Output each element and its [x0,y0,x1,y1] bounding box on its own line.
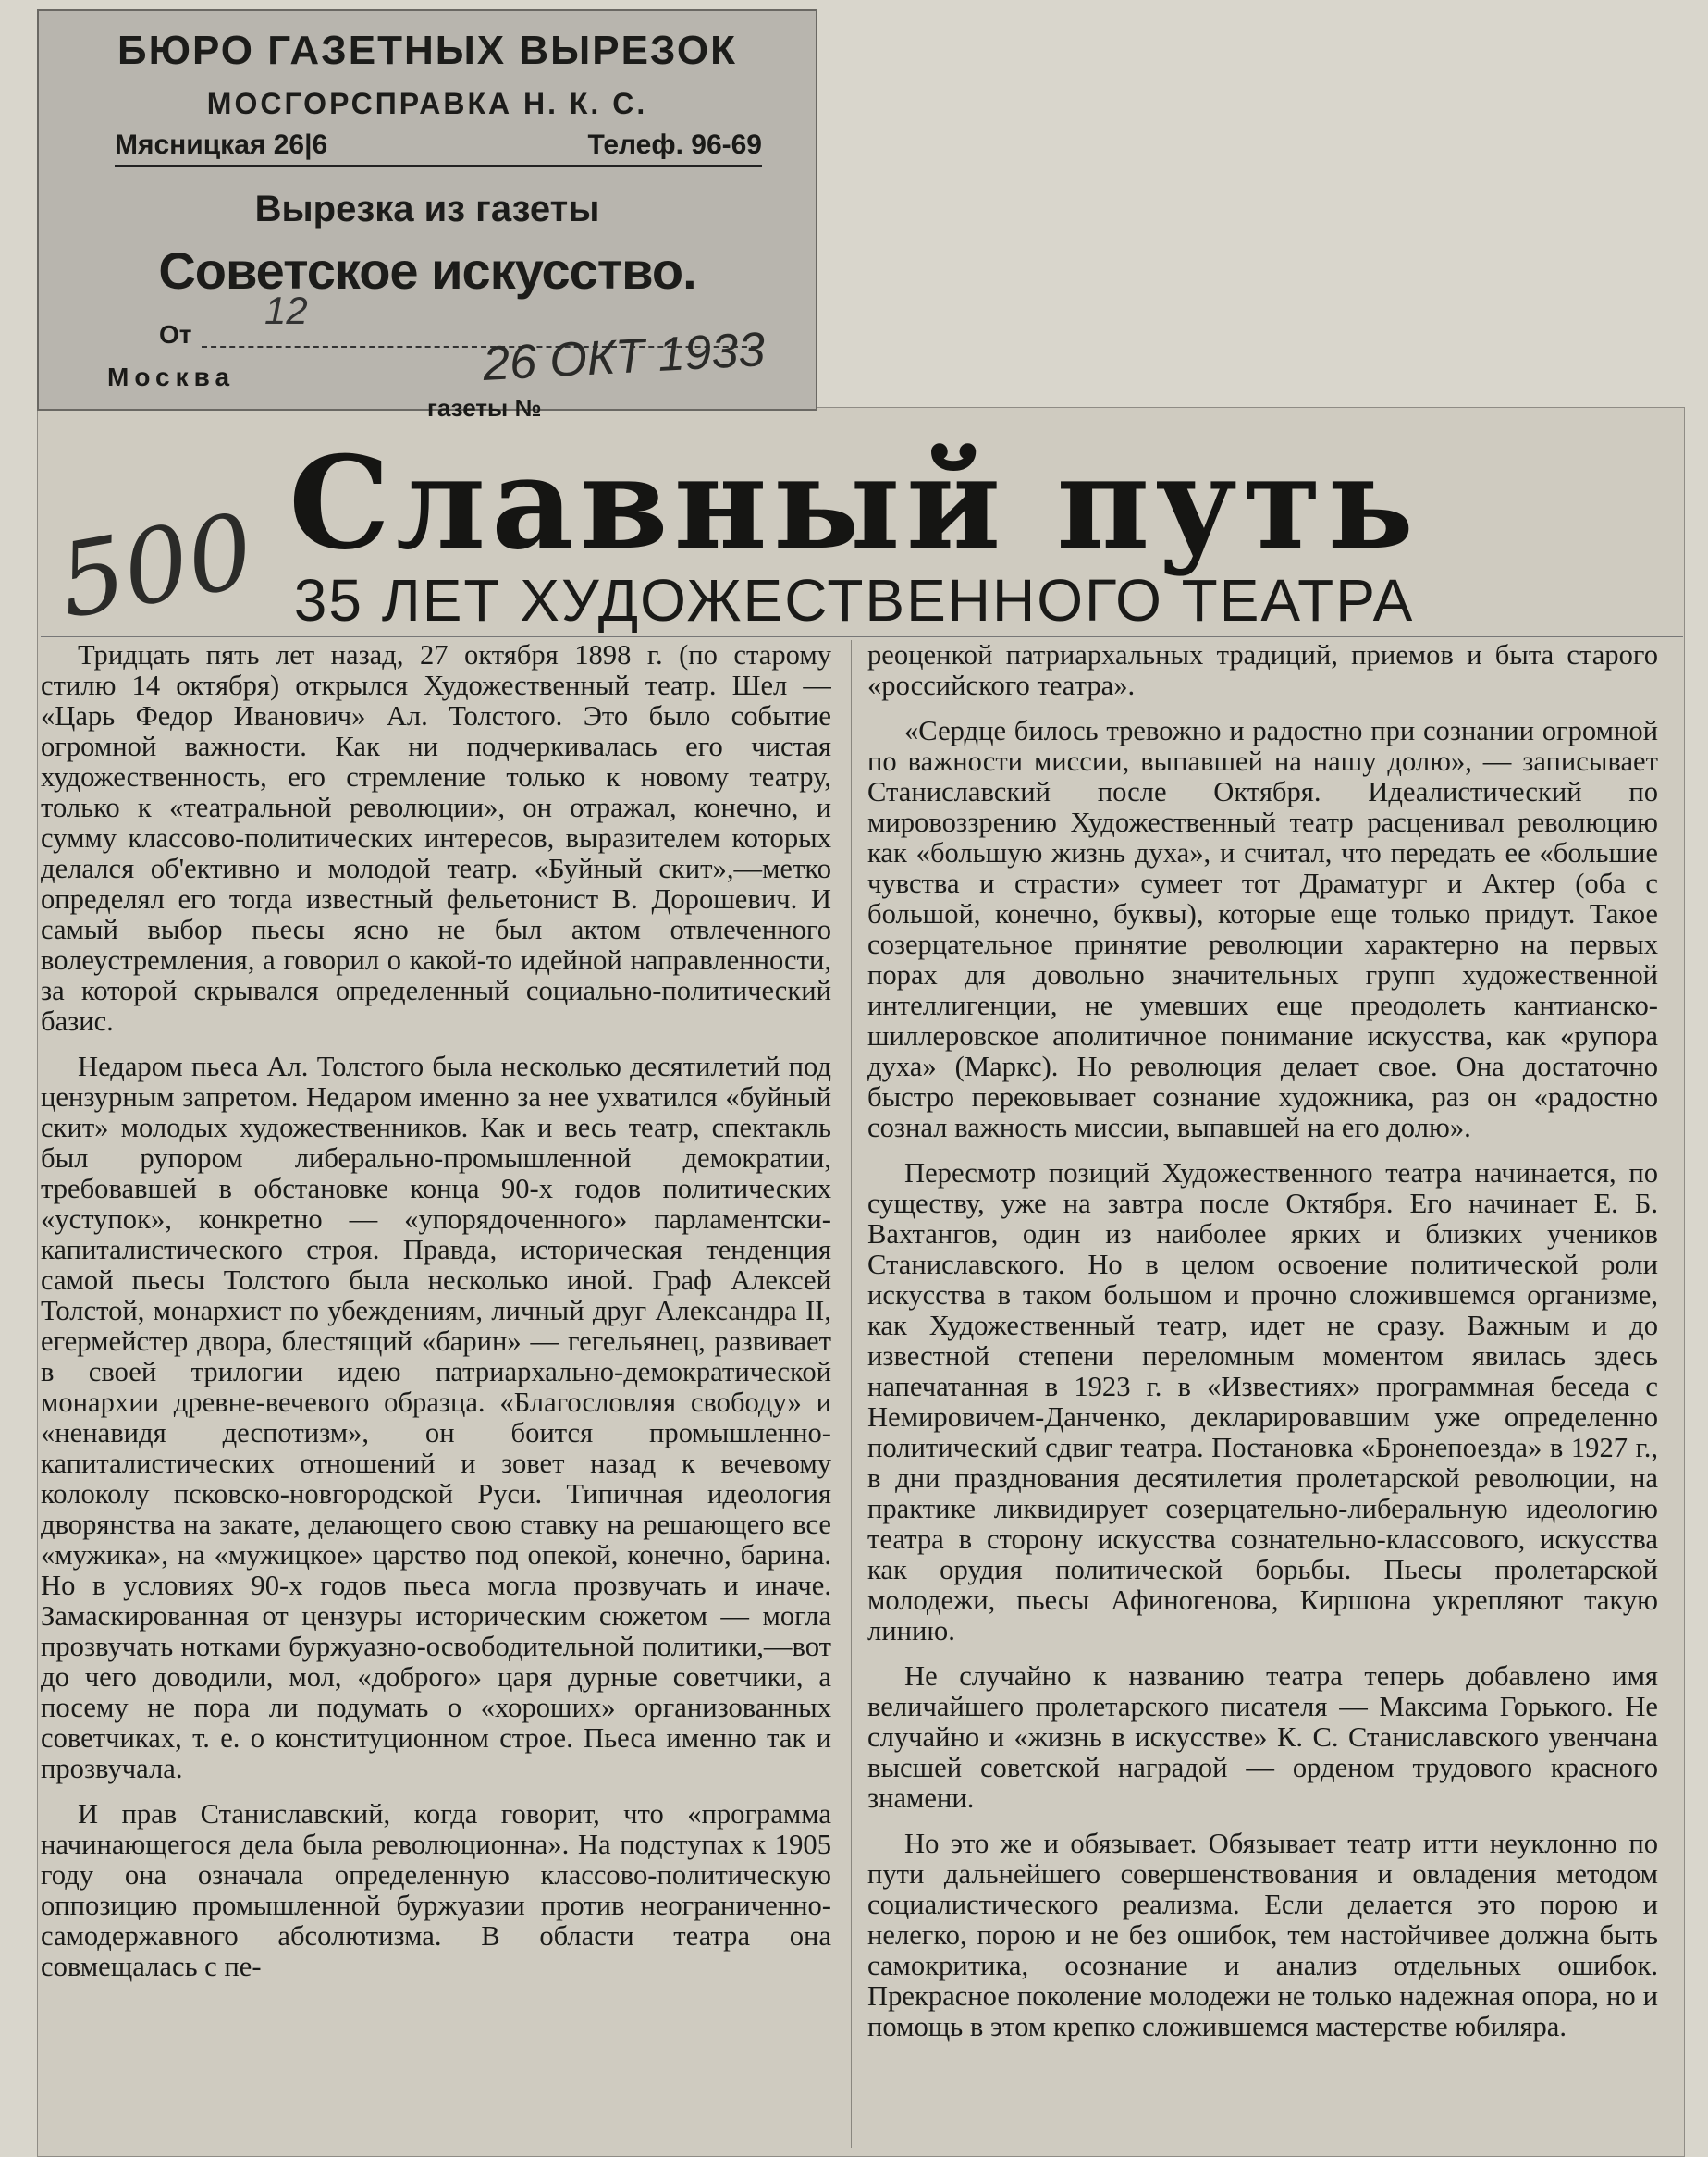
phone: Телеф. 96-69 [587,129,762,160]
paragraph: Тридцать пять лет назад, 27 октября 1898 г. (по старому стилю 14 октября) открылся Художественный театр. Шел — «Царь Федор Иванович» Ал. Толстого. Это было событие огромной важности. Как ни подчеркивалась его чистая художественность, его стремление только к новому театру, только к «театральной революции», он отражал, конечно, и сумму классово-политических интересов, выразителем которых делался об'ективно и молодой театр. «Буйный скит»,—метко определял его тогда известный фельетонист В. Дорошевич. И самый выбор пьесы ясно не был актом отвлеченного волеустремления, а говорил о какой-то идейной направленности, за которой скрывался определенный социально-политический базис. [41,640,831,1037]
paragraph: Пересмотр позиций Художественного театра начинается, по существу, уже на завтра после Октября. Его начинает Е. Б. Вахтангов, один из наиболее ярких и близких учеников Станиславского. Но в целом освоение политической роли искусства в таком большом и прочно сложившемся организме, как Художественный театр, идет не сразу. Важным и до известной степени переломным моментом явилась здесь напечатанная в 1923 г. в «Известиях» программная беседа с Немировичем-Данченко, декларировавшим уже определенно политический сдвиг театра. Постановка «Бронепоезда» в 1927 г., в дни празднования десятилетия пролетарской революции, на практике ликвидирует созерцательно-либеральную идеологию театра в сторону искусства сознательно-классового, искусства как орудия политической борьбы. Пьесы пролетарской молодежи, пьесы Афиногенова, Киршона укрепляют такую линию. [867,1157,1658,1646]
paragraph: Не случайно к названию театра теперь добавлено имя величайшего пролетарского писателя — Максима Горького. Не случайно и «жизнь в искусстве» К. С. Станиславского увенчана высшей советской наградой — орденом трудового красного знамени. [867,1660,1658,1814]
handwritten-date: 26 ОКТ 1933 [481,323,767,391]
handwritten-margin-note: 500 [50,490,263,642]
bureau-name: БЮРО ГАЗЕТНЫХ ВЫРЕЗОК [117,28,737,73]
clipping-from-label: Вырезка из газеты [254,189,600,229]
bureau-stamp-label [37,9,817,422]
issue-label: газеты № [427,394,542,422]
handwritten-day: 12 [264,289,308,332]
article-title: Славный путь [289,427,1419,578]
article-subtitle: 35 ЛЕТ ХУДОЖЕСТВЕННОГО ТЕАТРА [293,567,1415,634]
column-divider [851,640,852,2148]
header-rule [41,636,1683,637]
paragraph: Но это же и обязывает. Обязывает театр итти неуклонно по пути дальнейшего совершенствования и овладения методом социалистического реализма. Если делается это порою и нелегко, порою и не без ошибок, тем настойчивее должна быть самокритика, осознание и анализ отдельных ошибок. Прекрасное поколение молодежи не только надежная опора, но и помощь в этом крепко сложившемся мастерстве юбиляра. [867,1828,1658,2042]
paragraph: «Сердце билось тревожно и радостно при сознании огромной по важности миссии, выпавшей на нашу долю», — записывает Станиславский после Октября. Идеалистический по мировоззрению Художественный театр расценивал революцию как «большую жизнь духа», и считал, что передать ее «большие чувства и страсти» сумеет тот Драматург и Актер (оба с большой, конечно, буквы), которые еще только придут. Такое созерцательное принятие революции характерно на первых порах для довольно значительных групп художественной интеллигенции, не умевших еще преодолеть кантианско-шиллеровское аполитичное понимание искусства, как «рупора духа» (Маркс). Но революция делает свое. Она достаточно быстро перековывает сознание художника, раз он «радостно сознал важность миссии, выпавшей на его долю». [867,715,1658,1143]
agency-name: МОСГОРСПРАВКА Н. К. С. [206,87,648,120]
paragraph: И прав Станиславский, когда говорит, что «программа начинающегося дела была революционна». На подступах к 1905 году она означала определенную классово-политическую оппозицию промышленной буржуазии против неограниченно-самодержавного абсолютизма. В области театра она совмещалась с пе- [41,1798,831,1982]
right-column [867,640,1658,2148]
address-row [115,129,762,167]
paragraph: реоценкой патриархальных традиций, приемов и быта старого «российского театра». [867,640,1658,701]
from-label: От [159,320,192,349]
address: Мясницкая 26|6 [115,129,328,160]
newspaper-name: Советское искусство. [158,241,696,300]
left-column [41,640,831,2148]
paragraph: Недаром пьеса Ал. Толстого была несколько десятилетий под цензурным запретом. Недаром именно за нее ухватился «буйный скит» молодых художественников. Как и весь театр, спектакль был рупором либерально-промышленной демократии, требовавшей в обстановке конца 90-х годов политических «уступок», конкретно — «упорядоченного» парламентски-капиталистического строя. Правда, историческая тенденция самой пьесы Толстого была несколько иной. Граф Алексей Толстой, монархист по убеждениям, личный друг Александра II, егермейстер двора, блестящий «барин» — гегельянец, развивает в своей трилогии идею патриархально-демократической монархии древне-вечевого образца. «Благословляя свободу» и «ненавидя деспотизм», он боится промышленно-капиталистических отношений и зовет назад к вечевому колоколу псковско-новгородской Руси. Типичная идеология дворянства на закате, делающего свою ставку на решающего все «мужика», на «мужицкое» царство под опекой, конечно, барина. Но в условиях 90-х годов пьеса могла прозвучать и иначе. Замаскированная от цензуры историческим сюжетом — могла прозвучать нотками буржуазно-освободительной политики,—вот до чего доводили, мол, «доброго» царя дурные советчики, а посему не пора ли подумать о «хороших» организованных советчиках, т. е. о конституционном строе. Пьеса именно так и прозвучала. [41,1051,831,1784]
city-label: Москва [107,363,236,391]
